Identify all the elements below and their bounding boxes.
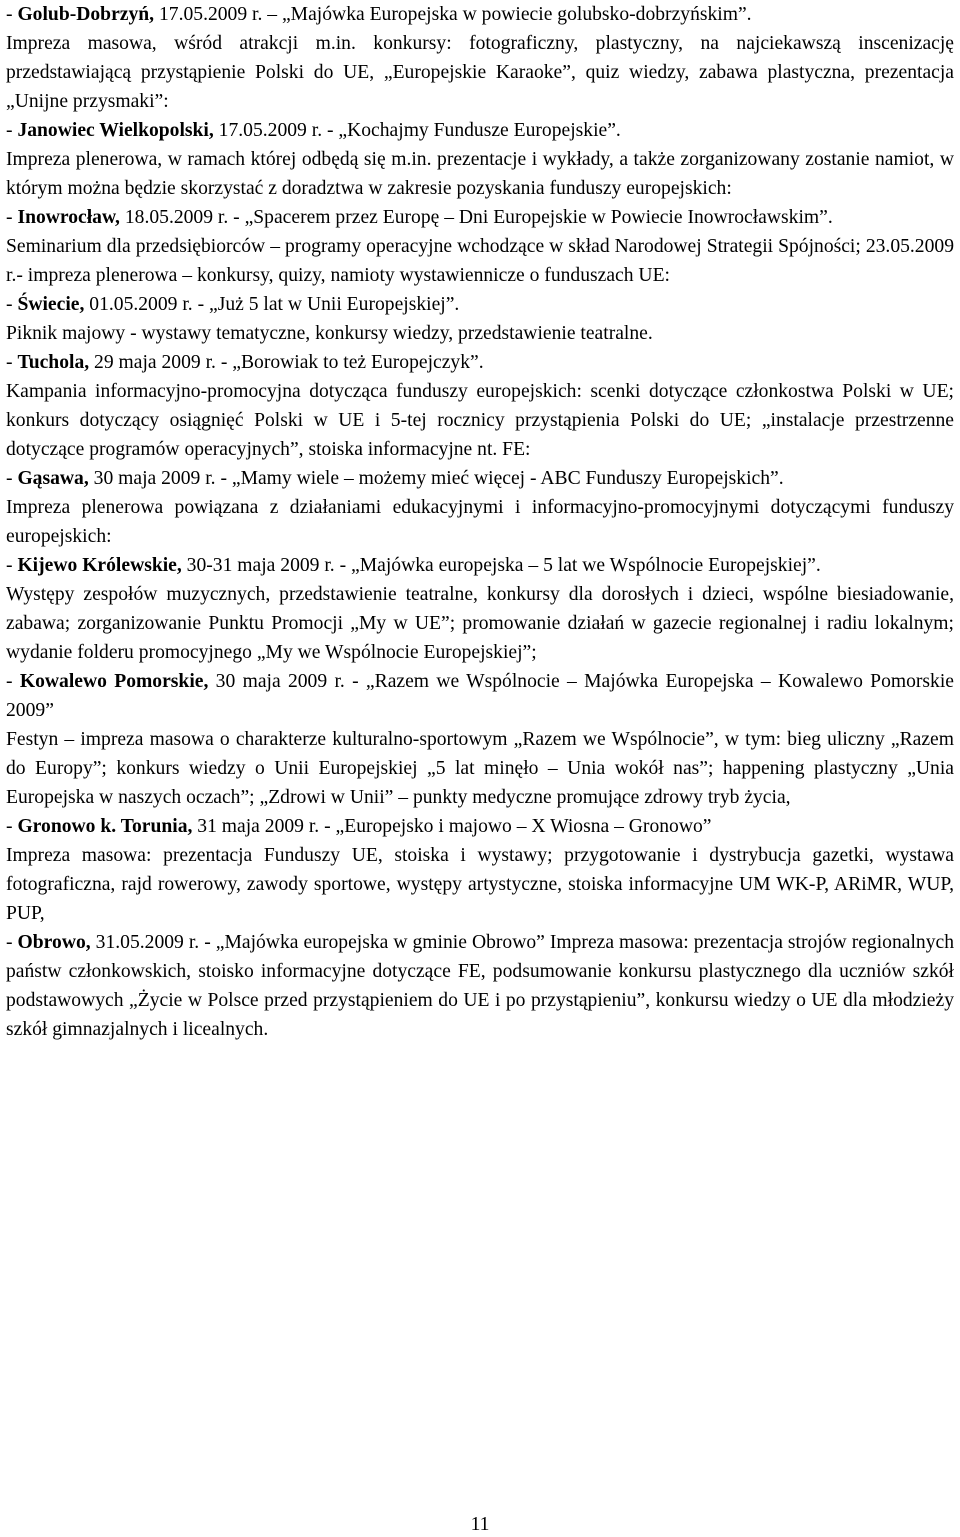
entry-heading: - Inowrocław, 18.05.2009 r. - „Spacerem przez Europę – Dni Europejskie w Powiecie Inowrocławskim”. [6,207,833,228]
entry-event: 30 maja 2009 r. - „Razem we Wspólnocie – Majówka Europejska – Kowalewo Pomorskie 2009” [6,671,954,721]
entry-event: 17.05.2009 r. - „Kochajmy Fundusze Europejskie”. [213,120,621,141]
entry-event: 01.05.2009 r. - „Już 5 lat w Unii Europejskiej”. [84,294,460,315]
entry-place: Kowalewo Pomorskie, [19,671,209,692]
entry-place: Kijewo Królewskie, [17,555,182,576]
entry-event: 18.05.2009 r. - „Spacerem przez Europę – Dni Europejskie w Powiecie Inowrocławskim”. [119,207,833,228]
entry-description: Kampania informacyjno-promocyjna dotycząca funduszy europejskich: scenki dotyczące członkostwa Polski w UE; konkurs dotyczący osiągnięć Polski w UE i 5-tej rocznicy przystąpienia Polski do UE; „instalacje przestrzenne dotyczące programów operacyjnych”, stoiska informacyjne nt. FE: [6,381,954,460]
entry-event: 30 maja 2009 r. - „Mamy wiele – możemy mieć więcej - ABC Funduszy Europejskich”. [88,468,784,489]
entry-description: Impreza masowa: prezentacja Funduszy UE, stoiska i wystawy; przygotowanie i dystrybucja gazetki, wystawa fotograficzna, rajd rowerowy, zawody sportowe, występy artystyczne, stoiska informacyjne UM WK-P, ARiMR, WUP, PUP, [6,845,954,924]
entry-event: 31.05.2009 r. - „Majówka europejska w gminie Obrowo” Impreza masowa: prezentacja strojów regionalnych państw członkowskich, stoisko informacyjne dotyczące FE, podsumowanie konkursu plastycznego dla uczniów szkół podstawowych „Życie w Polsce przed przystąpieniem do UE i po przystąpieniu”, konkursu wiedzy o UE dla młodzieży szkół gimnazjalnych i licealnych. [6,932,954,1040]
entry-place: Inowrocław, [17,207,120,228]
entry-event: 30-31 maja 2009 r. - „Majówka europejska – 5 lat we Wspólnocie Europejskiej”. [181,555,821,576]
entry-description: Festyn – impreza masowa o charakterze kulturalno-sportowym „Razem we Wspólnocie”, w tym: bieg uliczny „Razem do Europy”; konkurs wiedzy o Unii Europejskiej „5 lat minęło – Unia wokół nas”; happening plastyczny „Unia Europejska w naszych oczach”; „Zdrowi w Unii” – punkty medyczne promujące zdrowy tryb życia, [6,729,954,808]
entry-event: 29 maja 2009 r. - „Borowiak to też Europejczyk”. [89,352,484,373]
entry-description: Piknik majowy - wystawy tematyczne, konkursy wiedzy, przedstawienie teatralne. [6,323,653,344]
entry-heading: - Świecie, 01.05.2009 r. - „Już 5 lat w Unii Europejskiej”. [6,294,460,315]
entry-place: Golub-Dobrzyń, [17,4,155,25]
entry-place: Gąsawa, [17,468,89,489]
entry-description: Impreza masowa, wśród atrakcji m.in. konkursy: fotograficzny, plastyczny, na najciekawszą inscenizację przedstawiającą przystąpienie Polski do UE, „Europejskie Karaoke”, quiz wiedzy, zabawa plastyczna, prezentacja „Unijne przysmaki”: [6,33,954,112]
entry-place: Tuchola, [17,352,90,373]
entry-place: Janowiec Wielkopolski, [17,120,214,141]
entry-heading: - Gąsawa, 30 maja 2009 r. - „Mamy wiele – możemy mieć więcej - ABC Funduszy Europejskich”. [6,468,784,489]
entry-heading: - Golub-Dobrzyń, 17.05.2009 r. – „Majówka Europejska w powiecie golubsko-dobrzyńskim”. [6,4,752,25]
entry-description: Występy zespołów muzycznych, przedstawienie teatralne, konkursy dla dorosłych i dzieci, wspólne biesiadowanie, zabawa; zorganizowanie Punktu Promocji „My w UE”; promowanie działań w gazecie regionalnej i radiu lokalnym; wydanie folderu promocyjnego „My we Wspólnocie Europejskiej”; [6,584,954,663]
entry-heading: - Janowiec Wielkopolski, 17.05.2009 r. - „Kochajmy Fundusze Europejskie”. [6,120,621,141]
entry-place: Gronowo k. Torunia, [17,816,193,837]
entry-event: 17.05.2009 r. – „Majówka Europejska w powiecie golubsko-dobrzyńskim”. [154,4,752,25]
entry-description: Impreza plenerowa powiązana z działaniami edukacyjnymi i informacyjno-promocyjnymi dotyczącymi funduszy europejskich: [6,497,954,547]
entry-heading: - Kijewo Królewskie, 30-31 maja 2009 r. - „Majówka europejska – 5 lat we Wspólnocie Europejskiej”. [6,555,821,576]
document-page [6,0,954,1044]
entry-description: Seminarium dla przedsiębiorców – programy operacyjne wchodzące w skład Narodowej Strategii Spójności; 23.05.2009 r.- impreza plenerowa – konkursy, quizy, namioty wystawiennicze o funduszach UE: [6,236,954,286]
entry-event: 31 maja 2009 r. - „Europejsko i majowo – X Wiosna – Gronowo” [192,816,712,837]
entry-place: Obrowo, [17,932,91,953]
entry-place: Świecie, [17,294,85,315]
entry-heading: - Kowalewo Pomorskie, 30 maja 2009 r. - „Razem we Wspólnocie – Majówka Europejska – Kowalewo Pomorskie 2009” [6,671,954,721]
page-number: 11 [470,1514,490,1535]
entry-heading: - Tuchola, 29 maja 2009 r. - „Borowiak to też Europejczyk”. [6,352,484,373]
entry-heading: - Obrowo, 31.05.2009 r. - „Majówka europejska w gminie Obrowo” Impreza masowa: prezentacja strojów regionalnych państw członkowskich, stoisko informacyjne dotyczące FE, podsumowanie konkursu plastycznego dla uczniów szkół podstawowych „Życie w Polsce przed przystąpieniem do UE i po przystąpieniu”, konkursu wiedzy o UE dla młodzieży szkół gimnazjalnych i licealnych. [6,932,954,1040]
entry-heading: - Gronowo k. Torunia, 31 maja 2009 r. - „Europejsko i majowo – X Wiosna – Gronowo” [6,816,712,837]
entry-description: Impreza plenerowa, w ramach której odbędą się m.in. prezentacje i wykłady, a także zorganizowany zostanie namiot, w którym można będzie skorzystać z doradztwa w zakresie pozyskania funduszy europejskich: [6,149,954,199]
